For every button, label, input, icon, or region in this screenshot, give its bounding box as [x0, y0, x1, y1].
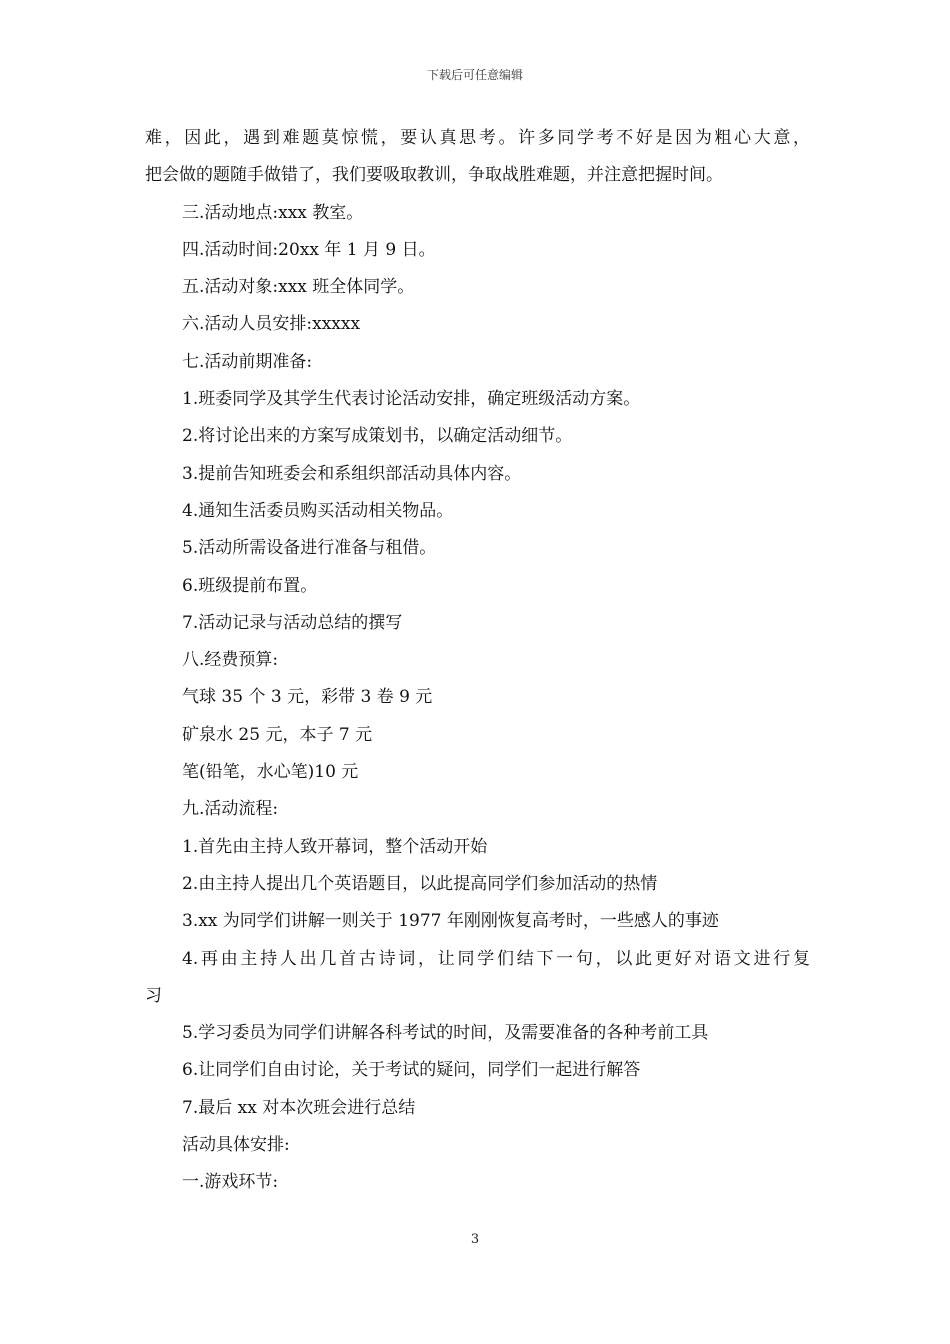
text-line: 2.由主持人提出几个英语题目，以此提高同学们参加活动的热情	[182, 873, 658, 894]
text-line: 一.游戏环节:	[182, 1172, 279, 1193]
text-line: 难，因此，遇到难题莫惊慌，要认真思考。许多同学考不好是因为粗心大意，	[145, 128, 810, 148]
text-line: 七.活动前期准备:	[182, 351, 313, 372]
text-line: 4.通知生活委员购买活动相关物品。	[182, 500, 454, 521]
text-line: 三.活动地点:xxx 教室。	[182, 202, 364, 223]
text-line: 1.首先由主持人致开幕词，整个活动开始	[182, 836, 488, 857]
text-line: 1.班委同学及其学生代表讨论活动安排，确定班级活动方案。	[182, 389, 641, 410]
text-line: 活动具体安排:	[182, 1135, 290, 1156]
page-number: 3	[470, 1232, 480, 1247]
text-line: 九.活动流程:	[182, 799, 279, 820]
text-line: 气球 35 个 3 元，彩带 3 卷 9 元	[182, 687, 433, 708]
text-line: 习	[145, 985, 162, 1006]
text-line: 把会做的题随手做错了，我们要吸取教训，争取战胜难题，并注意把握时间。	[145, 165, 723, 186]
text-line: 6.班级提前布置。	[182, 575, 318, 596]
text-line: 7.最后 xx 对本次班会进行总结	[182, 1097, 416, 1118]
text-line: 6.让同学们自由讨论，关于考试的疑问，同学们一起进行解答	[182, 1060, 641, 1081]
text-line: 五.活动对象:xxx 班全体同学。	[182, 277, 415, 298]
text-line: 笔(铅笔，水心笔)10 元	[182, 762, 359, 783]
text-line: 3.提前告知班委会和系组织部活动具体内容。	[182, 463, 522, 484]
page-header: 下载后可任意编辑	[426, 68, 523, 82]
text-line: 八.经费预算:	[182, 650, 279, 671]
text-line: 矿泉水 25 元，本子 7 元	[182, 724, 373, 745]
text-line: 四.活动时间:20xx 年 1 月 9 日。	[182, 239, 436, 260]
text-line: 六.活动人员安排:xxxxx	[182, 314, 361, 335]
text-line: 5.学习委员为同学们讲解各科考试的时间，及需要准备的各种考前工具	[182, 1023, 709, 1044]
text-line: 3.xx 为同学们讲解一则关于 1977 年刚刚恢复高考时，一些感人的事迹	[182, 911, 719, 932]
document-body	[145, 120, 810, 1202]
text-line: 7.活动记录与活动总结的撰写	[182, 612, 403, 633]
text-line: 5.活动所需设备进行准备与租借。	[182, 538, 437, 559]
text-line: 2.将讨论出来的方案写成策划书，以确定活动细节。	[182, 426, 573, 447]
text-line: 4.再由主持人出几首古诗词，让同学们结下一句，以此更好对语文进行复	[182, 948, 810, 969]
